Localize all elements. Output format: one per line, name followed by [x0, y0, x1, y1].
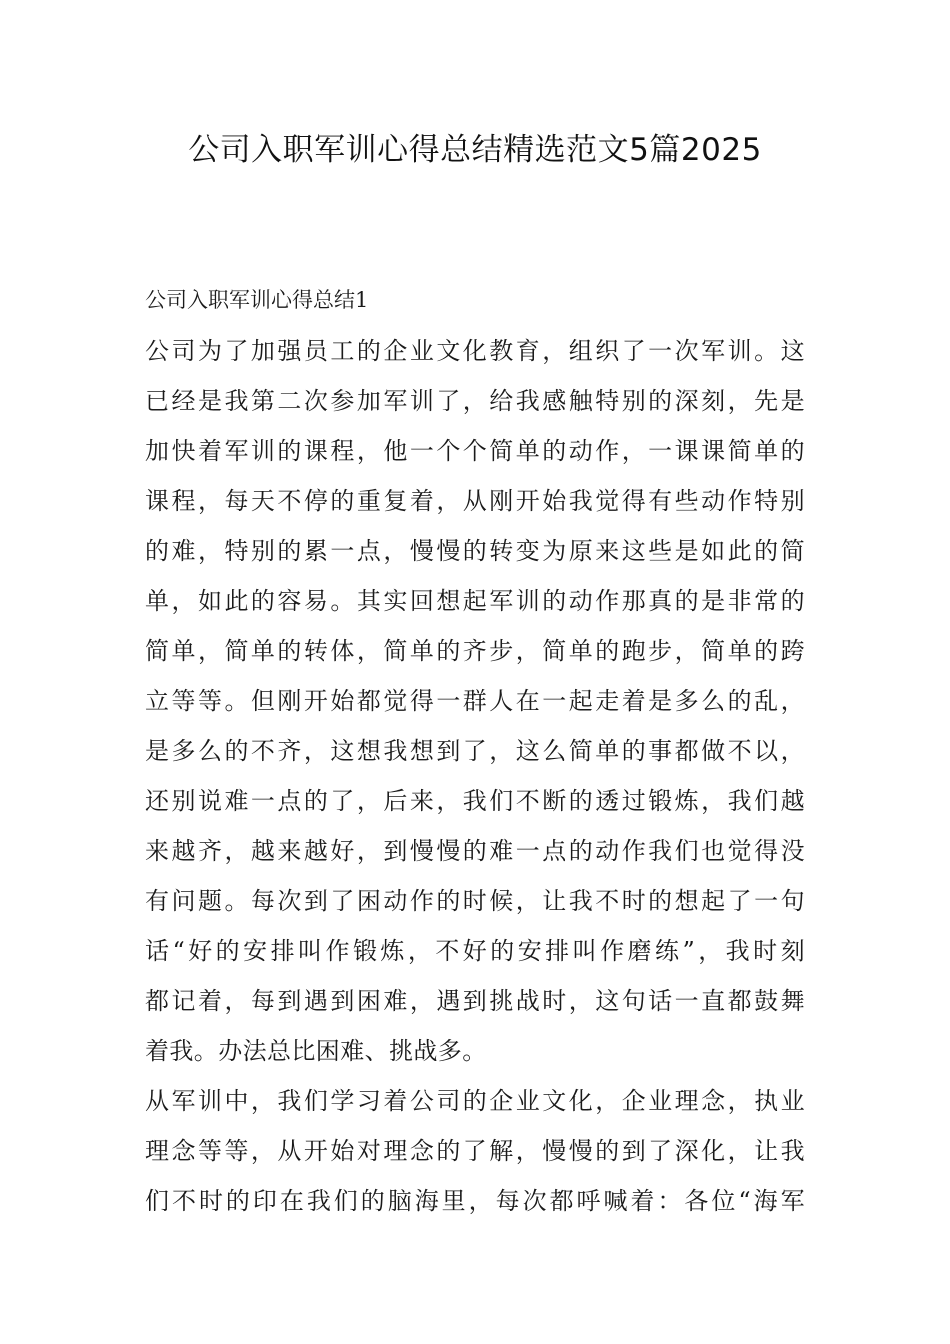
- text-line: 是多么的不齐，这想我想到了，这么简单的事都做不以，: [145, 737, 805, 765]
- text-line: 立等等。但刚开始都觉得一群人在一起走着是多么的乱，: [145, 687, 805, 715]
- text-line: 着我。办法总比困难、挑战多。: [145, 1037, 487, 1065]
- document-body: [145, 282, 805, 1226]
- text-line: 加快着军训的课程，他一个个简单的动作，一课课简单的: [145, 437, 805, 465]
- text-line: 还别说难一点的了，后来，我们不断的透过锻炼，我们越: [145, 787, 805, 815]
- text-line: 都记着，每到遇到困难，遇到挑战时，这句话一直都鼓舞: [145, 987, 805, 1015]
- text-line: 的难，特别的累一点，慢慢的转变为原来这些是如此的简: [145, 537, 805, 565]
- text-line: 简单，简单的转体，简单的齐步，简单的跑步，简单的跨: [145, 637, 805, 665]
- text-line: 们不时的印在我们的脑海里，每次都呼喊着：各位“海军: [145, 1187, 805, 1215]
- text-line: 话“好的安排叫作锻炼，不好的安排叫作磨练”，我时刻: [145, 937, 805, 965]
- text-line: 理念等等，从开始对理念的了解，慢慢的到了深化，让我: [145, 1137, 805, 1165]
- paragraph-2: [145, 1076, 805, 1226]
- document-title: 公司入职军训心得总结精选范文5篇2025: [188, 132, 762, 168]
- text-line: 已经是我第二次参加军训了，给我感触特别的深刻，先是: [145, 387, 805, 415]
- text-line: 课程，每天不停的重复着，从刚开始我觉得有些动作特别: [145, 487, 805, 515]
- text-line: 从军训中，我们学习着公司的企业文化，企业理念，执业: [145, 1087, 805, 1115]
- paragraph-1: [145, 326, 805, 1076]
- text-line: 来越齐，越来越好，到慢慢的难一点的动作我们也觉得没: [145, 837, 805, 865]
- section-heading: 公司入职军训心得总结1: [145, 288, 369, 312]
- text-line: 有问题。每次到了困动作的时候，让我不时的想起了一句: [145, 887, 805, 915]
- text-line: 公司为了加强员工的企业文化教育，组织了一次军训。这: [145, 337, 805, 365]
- text-line: 单，如此的容易。其实回想起军训的动作那真的是非常的: [145, 587, 805, 615]
